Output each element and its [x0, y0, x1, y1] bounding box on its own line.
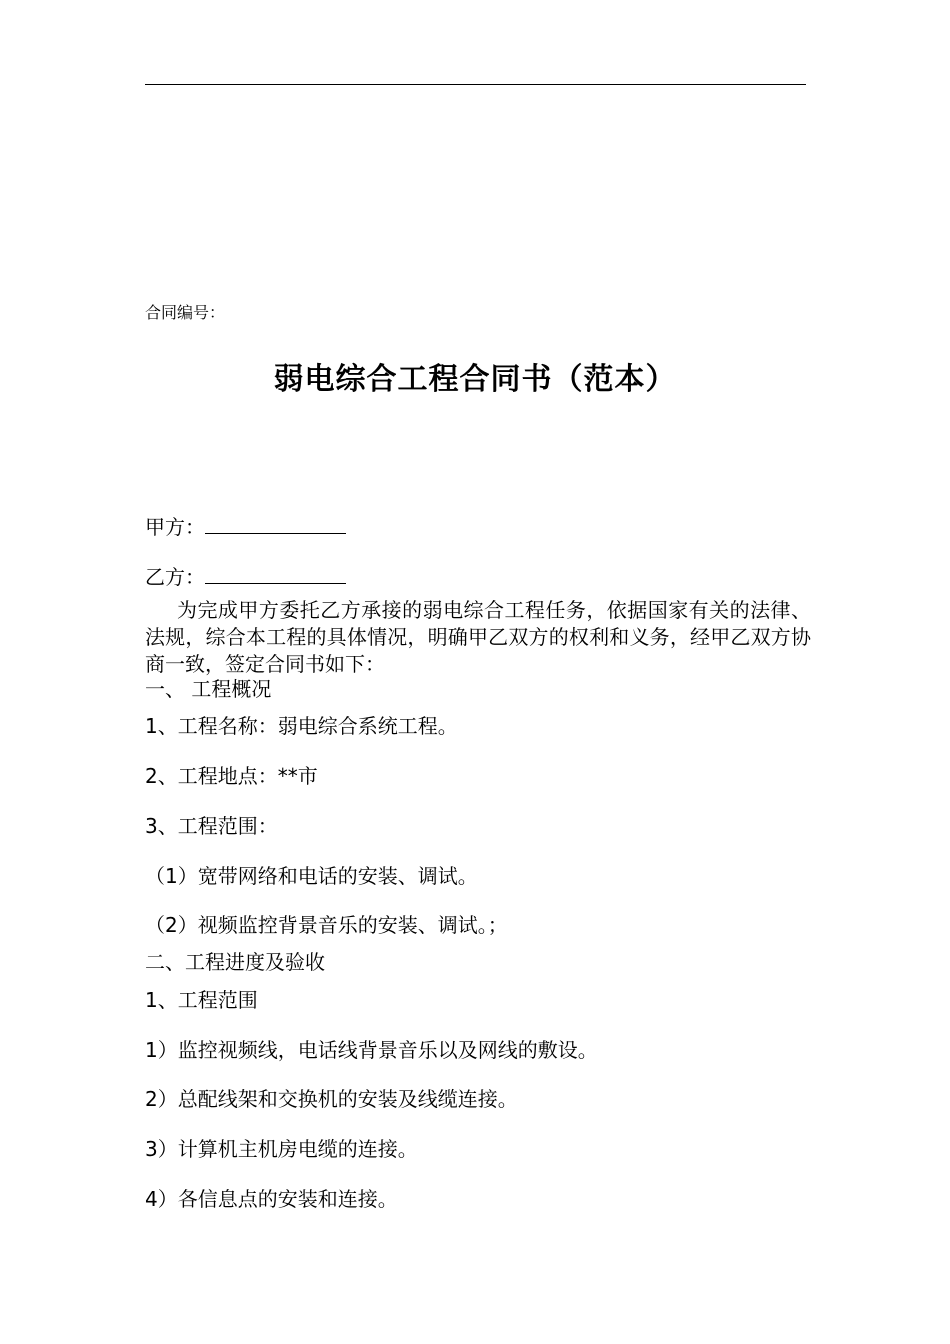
- list-item: 1、工程范围: [145, 988, 258, 1012]
- party-b-row: [145, 561, 346, 590]
- section1-heading: 一、 工程概况: [145, 677, 272, 701]
- party-a-blank: [205, 515, 346, 534]
- document-title: 弱电综合工程合同书（范本）: [273, 362, 677, 397]
- list-item: （1）宽带网络和电话的安装、调试。: [145, 864, 478, 888]
- list-item: 2）总配线架和交换机的安装及线缆连接。: [145, 1087, 518, 1111]
- intro-paragraph: 为完成甲方委托乙方承接的弱电综合工程任务，依据国家有关的法律、法规，综合本工程的具体情况，明确甲乙双方的权利和义务，经甲乙双方协商一致，签定合同书如下：: [145, 598, 811, 676]
- contract-number-label: 合同编号：: [145, 303, 226, 322]
- party-b-label: 乙方：: [145, 565, 205, 589]
- section2-heading: 二、工程进度及验收: [145, 950, 325, 974]
- list-item: （2）视频监控背景音乐的安装、调试。；: [145, 913, 508, 937]
- list-item: 3）计算机主机房电缆的连接。: [145, 1137, 418, 1161]
- list-item: 3、工程范围：: [145, 814, 278, 838]
- list-item: 2、工程地点：**市: [145, 764, 318, 788]
- list-item: 4）各信息点的安装和连接。: [145, 1187, 398, 1211]
- party-a-label: 甲方：: [145, 515, 205, 539]
- party-b-blank: [205, 565, 346, 584]
- party-a-row: [145, 511, 346, 540]
- header-rule: [145, 84, 806, 85]
- list-item: 1）监控视频线，电话线背景音乐以及网线的敷设。: [145, 1038, 598, 1062]
- list-item: 1、工程名称：弱电综合系统工程。: [145, 714, 458, 738]
